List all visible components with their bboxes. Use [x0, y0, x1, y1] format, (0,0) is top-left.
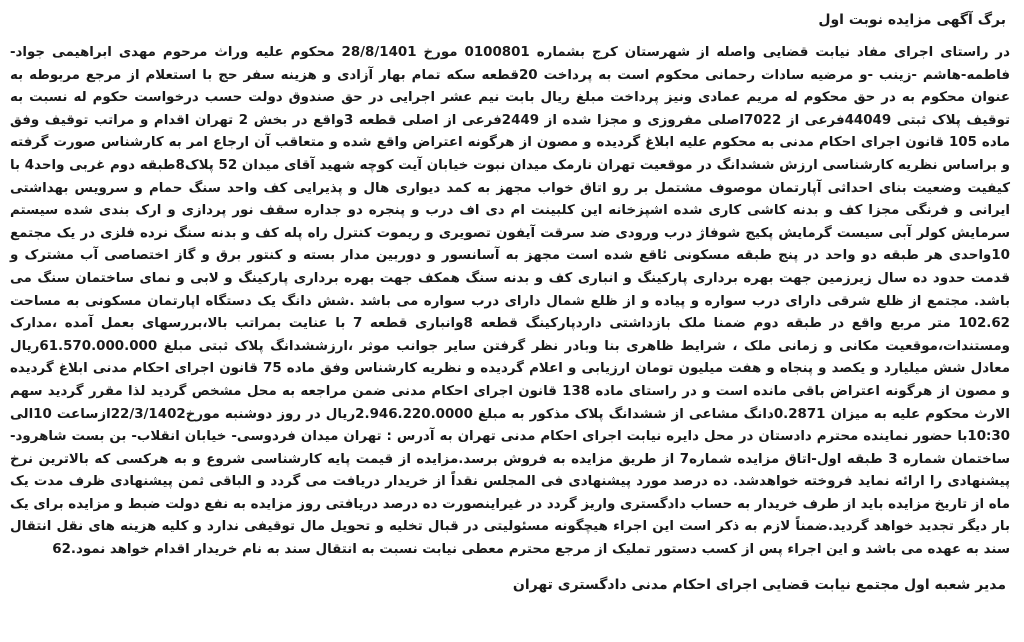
notice-body: در راستای اجرای مفاد نیابت قضایی واصله از شهرستان کرج بشماره 0100801 مورخ 28/8/1401 محکوم علیه وراث مرحوم مهدی ابراهیمی جواد-فاطمه-هاشم -زینب -و مرضیه سادات رحمانی محکوم است به پرداخت 20قطعه سکه تمام بهار آزادی و هزینه سفر حج با استعلام از مرجع مربوطه به عنوان محکوم به در حق محکوم له مریم عمادی ونیز پرداخت مبلغ ریال بابت نیم عشر اجرایی در حق صندوق دولت حسب درخواست حکوم له نسبت به توقیف پلاک ثبتی 44049فرعی از 7022اصلی مفروزی و مجزا شده از 2449فرعی از اصلی قطعه 3واقع در بخش 2 تهران اقدام و مراتب توقیف وفق ماده 105 قانون اجرای احکام مدنی به محکوم علیه ابلاغ گردیده و مصون از هرگونه اعتراض واقع شده و متعاقب آن ارجاع امر به کارشناس صورت گرفته و براساس نظریه کارشناسی ارزش ششدانگ در موقعیت تهران نارمک میدان نبوت خیابان آیت کوچه شهید آقای میدان 52 پلاک8طبقه دوم غربی واحد4 با کیفیت وضعیت بنای احداثی آپارتمان موصوف مشتمل بر رو اتاق خواب مجهز به کمد دیواری هال و پذیرایی کف واحد سنگ حمام و سرویس بهداشتی ایرانی و فرنگی مجزا کف و بدنه کاشی کاری شده اشپزخانه این کلبینت ام دی اف درب و پنجره دو جداره سقف نور پردازی و ارک بندی شده سیستم سرمایش کولر آبی سیست گرمایش پکیج شوفاژ درب ورودی ضد سرقت آیفون تصویری و ریموت کنترل راه پله کف و بدنه سنگ نرده فلزی در یک مجتمع 10واحدی هر طبقه دو واحد در پنج طبقه مسکونی ئاقع شده است مجهز به آسانسور و دوربین مدار بسته و کنتور برق و گاز اختصاصی آب مشترک و قدمت حدود ده سال زیرزمین جهت بهره برداری پارکینگ و انباری کف و بدنه سنگ همکف جهت بهره برداری پارکینگ و لابی و نمای ساختمان سنگ می باشد. مجتمع از ظلع شرقی دارای درب سواره و پیاده و از ظلع شمال دارای درب سواره می باشد .شش دانگ یک دستگاه اپارتمان مسکونی به مساحت 102.62 متر مربع واقع در طبقه دوم ضمنا ملک بازداشتی داردپارکینگ قطعه 8وانباری قطعه 7 با عنایت بمراتب بالا،بررسهای بعمل آمده ،مدارک ومستندات،موقعیت مکانی و زمانی ملک ، شرایط ظاهری بنا وبادر نظر گرفتن سایر جوانب موثر ،ارزششدانگ پلاک ثبتی مبلغ 61.570.000.000ریال معادل شش میلیارد و یکصد و پنجاه و هفت میلیون تومان ارزیابی و اعلام گردیده و نظریه کارشناس وفق ماده 75 قانون اجرای احکام مدنی ابلاغ گردیده و مصون از هرگونه اعتراض باقی مانده است و در راستای ماده 138 قانون اجرای احکام مدنی ضمن مراجعه به محل مشخص گردید لذا مقرر گردید سهم الارث محکوم علیه به میزان 0.2871دانگ مشاعی از ششدانگ پلاک مذکور به مبلغ 2.946.220.0000ریال در روز دوشنبه مورخ22/3/1402ازساعت 10الی 10:30با حضور نماینده محترم دادستان در محل دایره نیابت اجرای احکام مدنی تهران به آدرس : تهران میدان فردوسی- خیابان انقلاب- بن بست شاهرود- ساختمان شماره 3 طبقه اول-اتاق مزایده شماره7 از طریق مزایده به فروش برسد.مزایده از قیمت پایه کارشناسی شروع و به هرکسی که بالاترین نرخ پیشنهادی را ارائه نماید فروخته خواهدشد. ده درصد مورد پیشنهادی فی المجلس نقداً از خریدار دریافت می گردد و الباقی ثمن پیشنهادی ظرف مدت یک ماه از تاریخ مزایده باید از طرف خریدار به حساب دادگستری واریز گردد در غیراینصورت ده درصد دریافتی روز مزایده به نفع دولت ضبط و مزایده برای یک بار دیگر تجدید خواهد گردید.ضمناً لازم به ذکر است این اجراء هیچگونه مسئولیتی در قبال تخلیه و تحویل مال توقیفی ندارد و کلیه هزینه های نقل انتقال سند به عهده می باشد و این اجراء پس از کسب دستور تملیک از مرجع محترم معطی نیابت نسبت به انتقال سند به نام خریدار اقدام خواهد نمود.62	[10, 45, 1011, 558]
notice-signature: مدیر شعبه اول مجتمع نیابت قضایی اجرای احکام مدنی دادگستری تهران	[512, 576, 1006, 593]
notice-title: برگ آگهی مزایده نوبت اول	[818, 12, 1006, 28]
